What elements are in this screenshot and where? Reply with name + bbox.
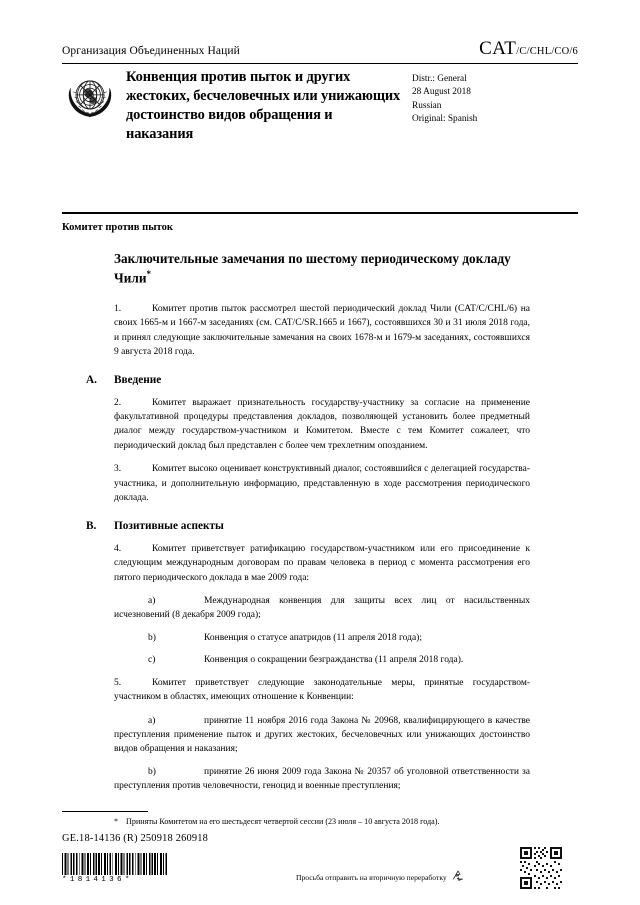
- paragraph-text: Комитет приветствует следующие законодательные меры, принятые государством-участником в областях, имеющих отношение к Конвенции:: [114, 677, 530, 703]
- header-divider: [62, 212, 578, 214]
- un-emblem-icon: [64, 71, 116, 123]
- title-footnote-marker: *: [146, 269, 152, 280]
- document-symbol-sub: /C/CHL/CO/6: [516, 46, 578, 57]
- list-item: [114, 594, 530, 623]
- committee-name: Комитет против пыток: [62, 222, 173, 233]
- job-number: GE.18-14136 (R) 250918 260918: [62, 833, 209, 844]
- recycle-notice: [296, 869, 465, 885]
- paragraph: [114, 542, 530, 585]
- distr-original: Original: Spanish: [412, 114, 478, 125]
- footnote-rule: [62, 811, 148, 812]
- title-band: [62, 68, 578, 144]
- recycle-text: Просьба отправить на вторичную переработку: [296, 872, 447, 882]
- paragraph-text: Комитет высоко оценивает конструктивный диалог, состоявшийся с делегацией государства-участника, и дополнительную информацию, представленную в ходе рассмотрения периодического доклада.: [114, 464, 530, 504]
- convention-title: Конвенция против пыток и других жестоких, бесчеловечных или унижающих достоинство видов обращения и наказания: [126, 69, 401, 143]
- distr-language: Russian: [412, 100, 442, 111]
- distr-date: 28 August 2018: [412, 87, 471, 98]
- list-item: [114, 765, 530, 794]
- list-item-text: Конвенция о сокращении безгражданства (11 апреля 2018 года).: [204, 655, 464, 666]
- paragraph-text: Комитет приветствует ратификацию государством-участником или его присоединение к следующим международным договорам по правам человека в период с момента рассмотрения его пятого периодического доклада в мае 2009 года:: [114, 543, 530, 583]
- paragraph: [114, 396, 530, 454]
- distr-line: Distr.: General: [412, 74, 467, 84]
- recycle-icon: [451, 869, 465, 885]
- section-title: Позитивные аспекты: [114, 519, 224, 532]
- paragraph-text: Комитет выражает признательность государству-участнику за согласие на применение факультативной процедуры представления докладов, позволяющей установить более предметный диалог между государством-участником и Комитетом. Вместе с тем Комитет сожалеет, что периодический доклад был представлен с более чем трехлетним опозданием.: [114, 397, 530, 451]
- list-item: [114, 631, 530, 645]
- list-item-label: b): [148, 632, 156, 643]
- organization-name: Организация Объединенных Наций: [62, 45, 240, 57]
- list-item-label: a): [148, 715, 156, 726]
- footnote-marker: *: [114, 817, 119, 826]
- paragraph: [114, 676, 530, 705]
- paragraph: [114, 302, 530, 360]
- paragraph-number: 5.: [114, 677, 122, 688]
- paragraph-number: 4.: [114, 543, 122, 554]
- section-letter: A.: [86, 373, 97, 386]
- list-item-text: Конвенция о статусе апатридов (11 апреля 2018 года);: [204, 632, 422, 643]
- list-item-label: a): [148, 595, 156, 606]
- qr-code: [519, 846, 563, 890]
- page-title-text: Заключительные замечания по шестому периодическому докладу Чили: [114, 251, 511, 286]
- masthead: [62, 38, 578, 64]
- paragraph-number: 1.: [114, 303, 122, 314]
- section-letter: B.: [86, 519, 97, 532]
- document-symbol: [479, 38, 578, 60]
- section-heading-a: [86, 374, 530, 386]
- distribution-info: [412, 73, 542, 127]
- list-item-text: принятие 26 июня 2009 года Закона № 20357 об уголовной ответственности за преступления против человечности, геноцид и военные преступления;: [114, 766, 530, 792]
- list-item-text: принятие 11 ноября 2016 года Закона № 20968, квалифицирующего в качестве преступления применение пыток и других жестоких, бесчеловечных или унижающих достоинство видов обращения и наказания;: [114, 715, 530, 755]
- list-item-label: b): [148, 766, 156, 777]
- barcode-digits: *1814136*: [62, 876, 133, 884]
- list-item-text: Международная конвенция для защиты всех лиц от насильственных исчезновений (8 декабря 2009 года);: [114, 595, 530, 621]
- section-heading-b: [86, 520, 530, 532]
- barcode: [62, 853, 168, 884]
- section-title: Введение: [114, 373, 162, 386]
- barcode-bars: [62, 853, 168, 875]
- list-item: [114, 714, 530, 757]
- paragraph-text: Комитет против пыток рассмотрел шестой периодический доклад Чили (CAT/C/CHL/6) на своих 1665-м и 1667-м заседаниях (см. CAT/C/SR.1665 и 1667), состоявшихся 30 и 31 июля 2018 года, и принял следующие заключительные замечания на своих 1678-м и 1679-м заседаниях, состоявшихся 9 августа 2018 года.: [114, 303, 530, 358]
- paragraph-number: 3.: [114, 464, 122, 475]
- list-item-label: c): [148, 655, 156, 666]
- masthead-rule: [62, 63, 578, 64]
- document-symbol-main: CAT: [479, 38, 517, 59]
- page-title: [114, 250, 530, 288]
- paragraph: [114, 462, 530, 505]
- list-item: [114, 653, 530, 667]
- footnote: [114, 816, 534, 827]
- footnote-text: Приняты Комитетом на его шестьдесят четвертой сессии (23 июля – 10 августа 2018 года).: [126, 817, 440, 826]
- paragraph-number: 2.: [114, 397, 122, 408]
- document-body: [86, 250, 530, 802]
